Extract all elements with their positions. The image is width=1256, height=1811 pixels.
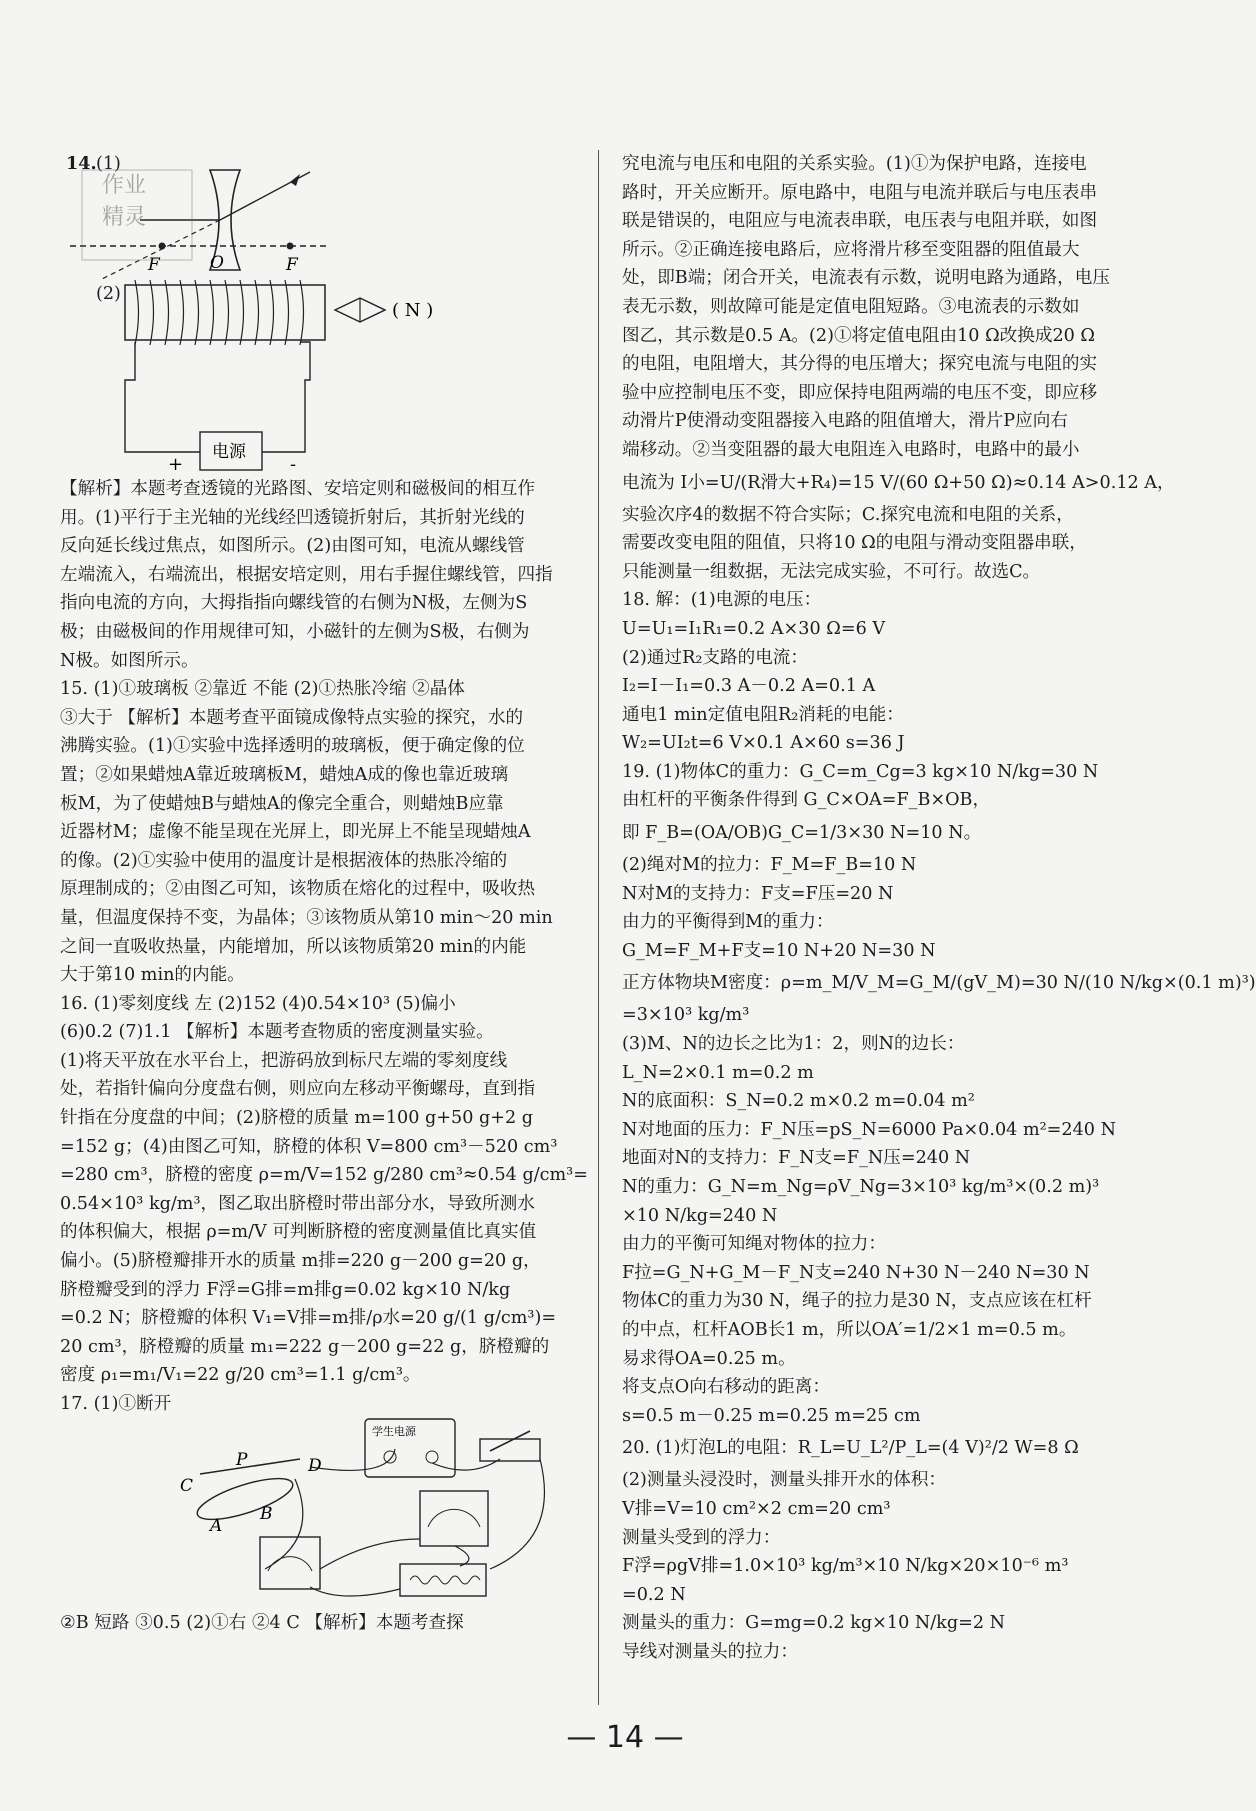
q19-line-19: 物体C的重力为30 N，绳子的拉力是30 N，支点应该在杠杆: [622, 1291, 1092, 1312]
solenoid-diagram: [60, 280, 605, 475]
page-number-value: 14: [605, 1720, 645, 1755]
stamp-text-1: 作业: [102, 173, 147, 198]
q19-line-5: N对M的支持力：F支=F压=20 N: [622, 883, 894, 904]
q19-line-6: 由力的平衡得到M的重力：: [622, 912, 834, 933]
q20-line-7: 测量头的重力：G=mg=0.2 kg×10 N/kg=2 N: [622, 1613, 1006, 1634]
q16-line-10: 偏小。(5)脐橙瓣排开水的质量 m排=220 g－200 g=20 g，: [60, 1251, 541, 1272]
q16-line-5: 针指在分度盘的中间；(2)脐橙的质量 m=100 g+50 g+2 g: [60, 1108, 534, 1129]
q14-line-5: 指向电流的方向，大拇指指向螺线管的右侧为N极，左侧为S: [60, 593, 528, 614]
focus-right: [287, 243, 294, 250]
terminal-d: D: [308, 1455, 322, 1476]
q14-line-1: 【解析】本题考查透镜的光路图、安培定则和磁极间的相互作: [60, 479, 536, 499]
q20-line-3: V排=V=10 cm²×2 cm=20 cm³: [622, 1498, 891, 1519]
q16-line-4: 处，若指针偏向分度盘右侧，则应向左移动平衡螺母，直到指: [60, 1079, 536, 1100]
q19-line-15: N的重力：G_N=m_Ng=ρV_Ng=3×10³ kg/m³×(0.2 m)³: [622, 1177, 1100, 1197]
switch: [480, 1439, 540, 1461]
q19-line-20: 的中点，杠杆AOB长1 m，所以OA′=1/2×1 m=0.5 m。: [622, 1319, 1077, 1340]
q14-solenoid-figure: [60, 280, 605, 475]
focus-left: [159, 243, 166, 250]
q14-part2-label: (2): [96, 284, 121, 304]
q19-line-2: 由杠杆的平衡条件得到 G_C×OA=F_B×OB，: [622, 790, 991, 811]
q17-cont-line-1: 究电流与电压和电阻的关系实验。(1)①为保护电路，连接电: [622, 154, 1087, 174]
q15-line-7: 的像。(2)①实验中使用的温度计是根据液体的热胀冷缩的: [60, 850, 508, 871]
q19-line-9: =3×10³ kg/m³: [622, 1005, 750, 1026]
q16-line-14: 密度 ρ₁=m₁/V₁=22 g/20 cm³=1.1 g/cm³。: [60, 1365, 421, 1386]
concave-lens-diagram: [60, 150, 605, 280]
q15-line-6: 近器材M；虚像不能呈现在光屏上，即光屏上不能呈现蜡烛A: [60, 822, 531, 843]
q20-line-4: 测量头受到的浮力：: [622, 1527, 781, 1548]
q18-line-4: I₂=I－I₁=0.3 A－0.2 A=0.1 A: [622, 676, 876, 697]
q19-line-4: (2)绳对M的拉力：F_M=F_B=10 N: [622, 855, 917, 876]
q19-line-1: 19. (1)物体C的重力：G_C=m_Cg=3 kg×10 N/kg=30 N: [622, 761, 1099, 782]
q19-line-13: N对地面的压力：F_N压=pS_N=6000 Pa×0.04 m²=240 N: [622, 1119, 1116, 1140]
q16-line-6: =152 g；(4)由图乙可知，脐橙的体积 V=800 cm³－520 cm³: [60, 1136, 558, 1157]
column-divider: [598, 150, 599, 1705]
q18-line-2: U=U₁=I₁R₁=0.2 A×30 Ω=6 V: [622, 618, 886, 639]
q15-line-2: ③大于 【解析】本题考查平面镜成像特点实验的探究，水的: [60, 707, 524, 728]
q19-line-17: 由力的平衡可知绳对物体的拉力：: [622, 1234, 886, 1255]
q14-line-4: 左端流入，右端流出，根据安培定则，用右手握住螺线管，四指: [60, 564, 553, 585]
q19-line-18: F拉=G_N+G_M－F_N支=240 N+30 N－240 N=30 N: [622, 1262, 1090, 1283]
q15-line-1: 15. (1)①玻璃板 ②靠近 不能 (2)①热胀冷缩 ②晶体: [60, 679, 465, 700]
q19-line-7: G_M=F_M+F支=10 N+20 N=30 N: [622, 940, 936, 961]
q20-line-2: (2)测量头浸没时，测量头排开水的体积：: [622, 1470, 947, 1491]
q18-line-3: (2)通过R₂支路的电流：: [622, 647, 808, 668]
q17-cont-line-2: 路时，开关应断开。原电路中，电阻与电流并联后与电压表串: [622, 182, 1098, 203]
q14-line-2: 用。(1)平行于主光轴的光线经凹透镜折射后，其折射光线的: [60, 507, 525, 528]
q16-line-9: 的体积偏大，根据 ρ=m/V 可判断脐橙的密度测量值比真实值: [60, 1222, 537, 1243]
q17-cont-line-10: 动滑片P使滑动变阻器接入电路的阻值增大，滑片P应向右: [622, 411, 1068, 432]
q17-cont-line-11: 端移动。②当变阻器的最大电阻连入电路时，电路中的最小: [622, 439, 1080, 460]
q19-line-14: 地面对N的支持力：F_N支=F_N压=240 N: [622, 1148, 971, 1169]
power-supply-label: 学生电源: [372, 1424, 416, 1438]
q15-line-11: 大于第10 min的内能。: [60, 965, 245, 986]
stamp-text-2: 精灵: [102, 205, 147, 230]
q17-cont-line-5: 处，即B端；闭合开关，电流表有示数，说明电路为通路，电压: [622, 268, 1110, 289]
q20-line-8: 导线对测量头的拉力：: [622, 1641, 798, 1662]
right-column: [622, 150, 1256, 1667]
q19-line-11: L_N=2×0.1 m=0.2 m: [622, 1062, 814, 1083]
rheostat: [193, 1470, 297, 1528]
q15-line-9: 量，但温度保持不变，为晶体；③该物质从第10 min～20 min: [60, 907, 553, 928]
terminal-b: B: [260, 1503, 273, 1524]
q17-cont-line-14: 需要改变电阻的阻值，只将10 Ω的电阻与滑动变阻器串联，: [622, 533, 1087, 554]
focus-left-label: F: [148, 255, 160, 275]
q17-cont-line-13: 实验次序4的数据不符合实际；C.探究电流和电阻的关系，: [622, 504, 1074, 525]
plus-label: +: [168, 454, 184, 475]
slider-p: P: [236, 1449, 248, 1470]
q17-cont-line-15: 只能测量一组数据，无法完成实验，不可行。故选C。: [622, 561, 1041, 582]
q16-line-8: 0.54×10³ kg/m³，图乙取出脐橙时带出部分水，导致所测水: [60, 1193, 535, 1214]
q17-cont-line-4: 所示。②正确连接电路后，应将滑片移至变阻器的阻值最大: [622, 239, 1080, 260]
q17-cont-line-12: 电流为 I小=U/(R滑大+R₄)=15 V/(60 Ω+50 Ω)≈0.14 A>0.12 A，: [622, 472, 1175, 493]
focus-right-label: F: [286, 255, 298, 275]
power-source-label: 电源: [212, 442, 246, 462]
q20-line-5: F浮=ρgV排=1.0×10³ kg/m³×10 N/kg×20×10⁻⁶ m³: [622, 1556, 1069, 1577]
terminal-c: C: [180, 1475, 194, 1496]
q19-line-3: 即 F_B=(OA/OB)G_C=1/3×30 N=10 N。: [622, 823, 982, 844]
q19-line-8: 正方体物块M密度：ρ=m_M/V_M=G_M/(gV_M)=30 N/(10 N/kg×(0.1 m)³): [622, 973, 1256, 994]
center-label: O: [210, 253, 224, 273]
q19-line-23: s=0.5 m－0.25 m=0.25 m=25 cm: [622, 1405, 921, 1426]
solenoid-body: [125, 285, 325, 340]
q17-cont-line-8: 的电阻，电阻增大，其分得的电压增大；探究电流与电阻的实: [622, 354, 1098, 375]
minus-label: -: [290, 454, 297, 475]
q16-line-13: 20 cm³，脐橙瓣的质量 m₁=222 g－200 g=22 g，脐橙瓣的: [60, 1336, 550, 1357]
q14-line-3: 反向延长线过焦点，如图所示。(2)由图可知，电流从螺线管: [60, 536, 525, 557]
q15-line-4: 置；②如果蜡烛A靠近玻璃板M，蜡烛A成的像也靠近玻璃: [60, 764, 509, 785]
circuit-diagram: [60, 1419, 605, 1609]
q15-line-5: 板M，为了使蜡烛B与蜡烛A的像完全重合，则蜡烛B应靠: [60, 793, 504, 814]
q17-cont-line-7: 图乙，其示数是0.5 A。(2)①将定值电阻由10 Ω改换成20 Ω: [622, 325, 1096, 346]
q20-line-1: 20. (1)灯泡L的电阻：R_L=U_L²/P_L=(4 V)²/2 W=8 Ω: [622, 1438, 1079, 1459]
q18-line-5: 通电1 min定值电阻R₂消耗的电能：: [622, 704, 904, 725]
q16-line-2: (6)0.2 (7)1.1 【解析】本题考查物质的密度测量实验。: [60, 1022, 494, 1043]
q16-line-1: 16. (1)零刻度线 左 (2)152 (4)0.54×10³ (5)偏小: [60, 993, 456, 1014]
q17-cont-line-3: 联是错误的，电阻应与电流表串联，电压表与电阻并联，如图: [622, 211, 1098, 232]
q16-line-7: =280 cm³，脐橙的密度 ρ=m/V=152 g/280 cm³≈0.54 g/cm³=: [60, 1165, 588, 1186]
q17-cont-line-9: 验中应控制电压不变，即应保持电阻两端的电压不变，即应移: [622, 382, 1098, 403]
q18-line-6: W₂=UI₂t=6 V×0.1 A×60 s=36 J: [622, 733, 905, 754]
left-column: [60, 150, 605, 1637]
q15-line-8: 原理制成的；②由图乙可知，该物质在熔化的过程中，吸收热: [60, 879, 536, 900]
q17-tail: ②B 短路 ③0.5 (2)①右 ②4 C 【解析】本题考查探: [60, 1612, 464, 1633]
q14-label: 14.: [66, 153, 97, 174]
q14-part1-label: (1): [96, 154, 121, 174]
q19-line-16: ×10 N/kg=240 N: [622, 1205, 778, 1226]
page-number: — 14 —: [566, 1720, 684, 1755]
q19-line-12: N的底面积：S_N=0.2 m×0.2 m=0.04 m²: [622, 1091, 975, 1112]
q16-line-12: =0.2 N；脐橙瓣的体积 V₁=V排=m排/ρ水=20 g/(1 g/cm³)=: [60, 1308, 557, 1329]
ammeter: [420, 1491, 488, 1546]
voltmeter: [260, 1537, 320, 1589]
pole-label: ( N ): [392, 300, 434, 321]
q18-line-1: 18. 解：(1)电源的电压：: [622, 590, 822, 611]
q16-line-3: (1)将天平放在水平台上，把游码放到标尺左端的零刻度线: [60, 1050, 508, 1071]
q19-line-10: (3)M、N的边长之比为1：2，则N的边长：: [622, 1034, 965, 1055]
q17-cont-line-6: 表无示数，则故障可能是定值电阻短路。③电流表的示数如: [622, 296, 1080, 317]
q14-line-6: 极；由磁极间的作用规律可知，小磁针的左侧为S极，右侧为: [60, 621, 530, 642]
q19-line-21: 易求得OA=0.25 m。: [622, 1348, 796, 1369]
q19-line-22: 将支点O向右移动的距离：: [622, 1377, 830, 1398]
terminal-a: A: [210, 1515, 223, 1536]
resistor: [400, 1564, 486, 1596]
q17-head: 17. (1)①断开: [60, 1394, 172, 1414]
q16-line-11: 脐橙瓣受到的浮力 F浮=G排=m排g=0.02 kg×10 N/kg: [60, 1279, 511, 1300]
q15-line-3: 沸腾实验。(1)①实验中选择透明的玻璃板，便于确定像的位: [60, 736, 525, 757]
q15-line-10: 之间一直吸收热量，内能增加，所以该物质第20 min的内能: [60, 936, 527, 957]
q17-circuit-figure: [60, 1419, 605, 1609]
q14-lens-figure: [60, 150, 605, 280]
q14-line-7: N极。如图所示。: [60, 650, 199, 671]
q20-line-6: =0.2 N: [622, 1584, 686, 1605]
